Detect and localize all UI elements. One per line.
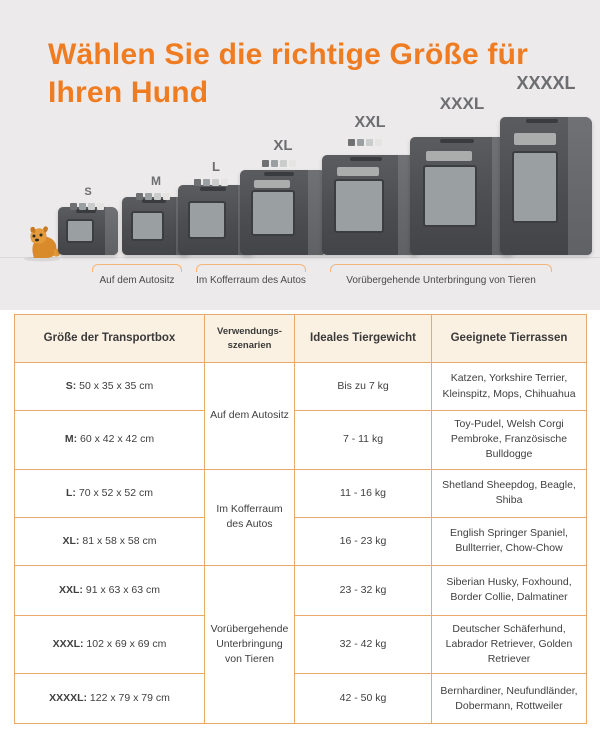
size-value: 70 x 52 x 52 cm <box>75 486 153 499</box>
crate-xxxxl <box>500 117 592 255</box>
table-header <box>15 315 587 363</box>
size-value: 91 x 63 x 63 cm <box>82 583 160 596</box>
crate-top-panel <box>337 167 379 176</box>
crate-mesh-window <box>251 190 295 236</box>
table-row <box>15 363 587 411</box>
crate-label-xxl: XXL <box>354 114 386 131</box>
crate-mesh-window <box>131 211 164 241</box>
bracket-temp <box>330 264 552 272</box>
crate-handle <box>350 157 382 161</box>
cell-breeds: Toy-Pudel, Welsh Corgi Pembroke, Französische Bulldogge <box>432 411 587 470</box>
crate-top-panel <box>254 180 290 188</box>
crate-label-s: S <box>84 186 92 198</box>
swatches-l <box>194 179 228 186</box>
crate-label-m: M <box>151 174 161 188</box>
table-body <box>15 363 587 724</box>
table-row <box>15 615 587 674</box>
size-prefix: XXXXL: <box>49 692 88 705</box>
col-header-size: Größe der Transportbox <box>15 315 205 363</box>
crate-xxl <box>322 155 418 255</box>
cell-size <box>15 565 205 615</box>
cell-scenario: Im Kofferraum des Autos <box>205 469 295 565</box>
size-prefix: S: <box>65 379 77 392</box>
cell-scenario: Auf dem Autositz <box>205 363 295 470</box>
bracket-caption-seat <box>82 274 192 288</box>
size-prefix: XL: <box>62 534 80 547</box>
cell-size <box>15 469 205 517</box>
bracket-caption-trunk <box>186 274 316 288</box>
size-prefix: L: <box>66 486 76 499</box>
crate-top-panel <box>514 133 556 145</box>
size-value: 81 x 58 x 58 cm <box>79 534 157 547</box>
crate-label-xxxl: XXXL <box>439 94 485 113</box>
size-value: 50 x 35 x 35 cm <box>76 379 154 392</box>
cell-weight: 42 - 50 kg <box>295 674 432 724</box>
col-header-breeds: Geeignete Tierrassen <box>432 315 587 363</box>
crate-xxxl <box>410 137 514 255</box>
cell-breeds: Shetland Sheepdog, Beagle, Shiba <box>432 469 587 517</box>
crate-mesh-window <box>334 179 384 233</box>
cell-weight: 23 - 32 kg <box>295 565 432 615</box>
cell-weight: Bis zu 7 kg <box>295 363 432 411</box>
bracket-caption-temp <box>326 274 556 288</box>
cell-weight: 32 - 42 kg <box>295 615 432 674</box>
cell-weight: 11 - 16 kg <box>295 469 432 517</box>
page-title: Wählen Sie die richtige Größe für Ihren Hund <box>48 38 529 110</box>
crate-mesh-window <box>512 151 558 223</box>
crate-label-l: L <box>212 159 220 174</box>
col-header-scenario: Verwendungs-szenarien <box>205 315 295 363</box>
cell-breeds: English Springer Spaniel, Bullterrier, Chow-Chow <box>432 517 587 565</box>
bracket-trunk <box>196 264 306 272</box>
cell-size <box>15 615 205 674</box>
cell-breeds: Bernhardiner, Neufundländer, Dobermann, Rottweiler <box>432 674 587 724</box>
ground-line <box>0 257 600 258</box>
crate-label-xl: XL <box>273 137 293 154</box>
crate-side <box>105 207 118 255</box>
bracket-seat <box>92 264 182 272</box>
size-table-wrapper <box>14 314 586 724</box>
table-row <box>15 517 587 565</box>
cell-weight: 16 - 23 kg <box>295 517 432 565</box>
crate-top-panel <box>426 151 472 161</box>
crate-handle <box>526 119 558 123</box>
size-prefix: XXXL: <box>52 637 84 650</box>
cell-breeds: Katzen, Yorkshire Terrier, Kleinspitz, Mops, Chihuahua <box>432 363 587 411</box>
bracket-caption-text: Im Kofferraum des Autos <box>196 275 306 286</box>
table-row <box>15 674 587 724</box>
cell-weight: 7 - 11 kg <box>295 411 432 470</box>
swatches-xl <box>262 160 296 167</box>
col-header-weight: Ideales Tiergewicht <box>295 315 432 363</box>
cell-size <box>15 674 205 724</box>
hero-section <box>0 0 600 310</box>
crate-handle <box>264 172 294 176</box>
crate-handle <box>200 187 226 191</box>
cell-size <box>15 411 205 470</box>
cell-scenario: Vorübergehende Unterbringung von Tieren <box>205 565 295 724</box>
bracket-caption-text: Auf dem Autositz <box>99 275 175 286</box>
bracket-caption-text: Vorübergehende Unterbringung von Tieren <box>346 275 536 286</box>
swatches-m <box>136 193 170 200</box>
size-prefix: M: <box>64 433 78 446</box>
crate-label-xxxxl: XXXXL <box>516 73 576 93</box>
table-row <box>15 469 587 517</box>
table-row <box>15 411 587 470</box>
size-value: 122 x 79 x 79 cm <box>87 692 170 705</box>
table-row <box>15 565 587 615</box>
swatches-xxl <box>348 139 382 146</box>
crate-mesh-window <box>188 201 226 239</box>
crate-handle <box>440 139 474 143</box>
table-header-row <box>15 315 587 363</box>
cell-breeds: Deutscher Schäferhund, Labrador Retriever, Golden Retriever <box>432 615 587 674</box>
cell-size <box>15 363 205 411</box>
crate-s <box>58 207 118 255</box>
crate-side <box>568 117 592 255</box>
size-prefix: XXL: <box>59 583 83 596</box>
swatches-s <box>70 203 104 210</box>
size-table <box>14 314 587 724</box>
size-value: 102 x 69 x 69 cm <box>83 637 167 650</box>
crate-xl <box>240 170 326 255</box>
size-value: 60 x 42 x 42 cm <box>77 433 155 446</box>
cell-breeds: Siberian Husky, Foxhound, Border Collie, Dalmatiner <box>432 565 587 615</box>
crate-mesh-window <box>423 165 477 227</box>
cell-size <box>15 517 205 565</box>
crate-mesh-window <box>66 219 94 243</box>
